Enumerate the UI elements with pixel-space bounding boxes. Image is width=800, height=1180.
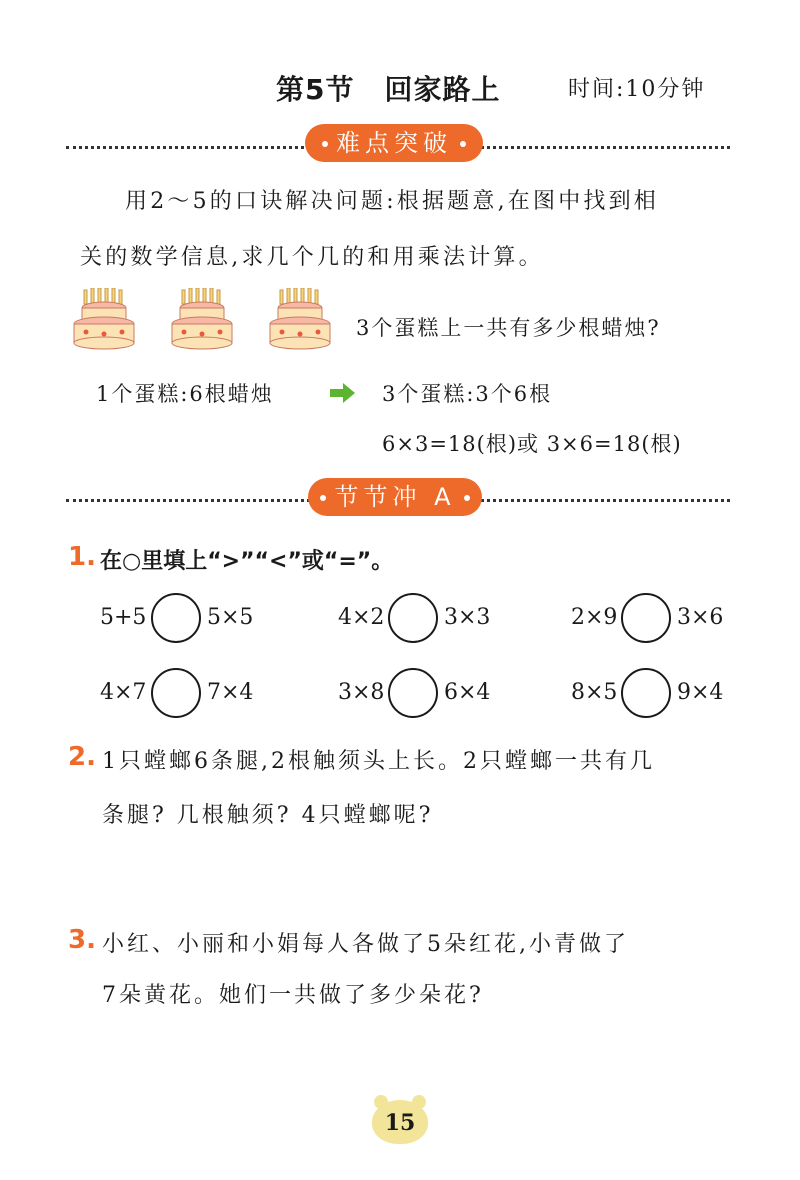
compare-left: 4×7 xyxy=(100,680,147,705)
compare-circle[interactable] xyxy=(151,593,201,643)
birthday-cake-icon xyxy=(170,288,234,350)
badge-difficulty-label: 难点突破 xyxy=(336,129,452,157)
page-number: 15 xyxy=(372,1100,428,1144)
section-title: 回家路上 xyxy=(384,73,501,106)
right-info: 3个蛋糕:3个6根 xyxy=(382,382,553,406)
question-3-line-2: 7朵黄花。她们一共做了多少朵花? xyxy=(102,983,484,1008)
compare-right: 3×6 xyxy=(677,605,724,630)
intro-line-1: 用2～5的口诀解决问题:根据题意,在图中找到相 xyxy=(125,189,660,214)
badge-practice-label: 节节冲 A xyxy=(334,483,456,511)
badge-practice xyxy=(308,478,482,516)
compare-right: 9×4 xyxy=(677,680,724,705)
compare-circle[interactable] xyxy=(621,593,671,643)
compare-right: 7×4 xyxy=(207,680,254,705)
compare-left: 2×9 xyxy=(571,605,618,630)
question-2-number: 2. xyxy=(68,742,96,772)
compare-left: 8×5 xyxy=(571,680,618,705)
compare-left: 3×8 xyxy=(338,680,385,705)
compare-left: 4×2 xyxy=(338,605,385,630)
birthday-cake-icon xyxy=(72,288,136,350)
compare-circle[interactable] xyxy=(151,668,201,718)
birthday-cake-icon xyxy=(268,288,332,350)
compare-right: 5×5 xyxy=(207,605,254,630)
compare-left: 5+5 xyxy=(100,605,147,630)
compare-right: 6×4 xyxy=(444,680,491,705)
question-3-number: 3. xyxy=(68,925,96,955)
green-arrow-icon xyxy=(330,382,356,404)
left-info: 1个蛋糕:6根蜡烛 xyxy=(96,382,274,406)
page-title xyxy=(276,68,501,108)
question-1-number: 1. xyxy=(68,542,96,572)
question-2-line-2: 条腿? 几根触须? 4只螳螂呢? xyxy=(102,803,434,828)
intro-line-2: 关的数学信息,求几个几的和用乘法计算。 xyxy=(80,245,544,270)
badge-difficulty xyxy=(305,124,483,162)
time-label: 时间:10分钟 xyxy=(568,77,706,102)
section-label: 第5节 xyxy=(276,73,355,106)
compare-circle[interactable] xyxy=(388,668,438,718)
compare-circle[interactable] xyxy=(621,668,671,718)
question-3-line-1: 小红、小丽和小娟每人各做了5朵红花,小青做了 xyxy=(102,932,629,957)
cake-question: 3个蛋糕上一共有多少根蜡烛? xyxy=(356,316,661,340)
compare-circle[interactable] xyxy=(388,593,438,643)
equations: 6×3=18(根)或 3×6=18(根) xyxy=(382,432,682,456)
compare-right: 3×3 xyxy=(444,605,491,630)
question-2-line-1: 1只螳螂6条腿,2根触须头上长。2只螳螂一共有几 xyxy=(102,749,655,774)
question-1-text: 在○里填上“>”“<”或“=”。 xyxy=(100,549,394,574)
